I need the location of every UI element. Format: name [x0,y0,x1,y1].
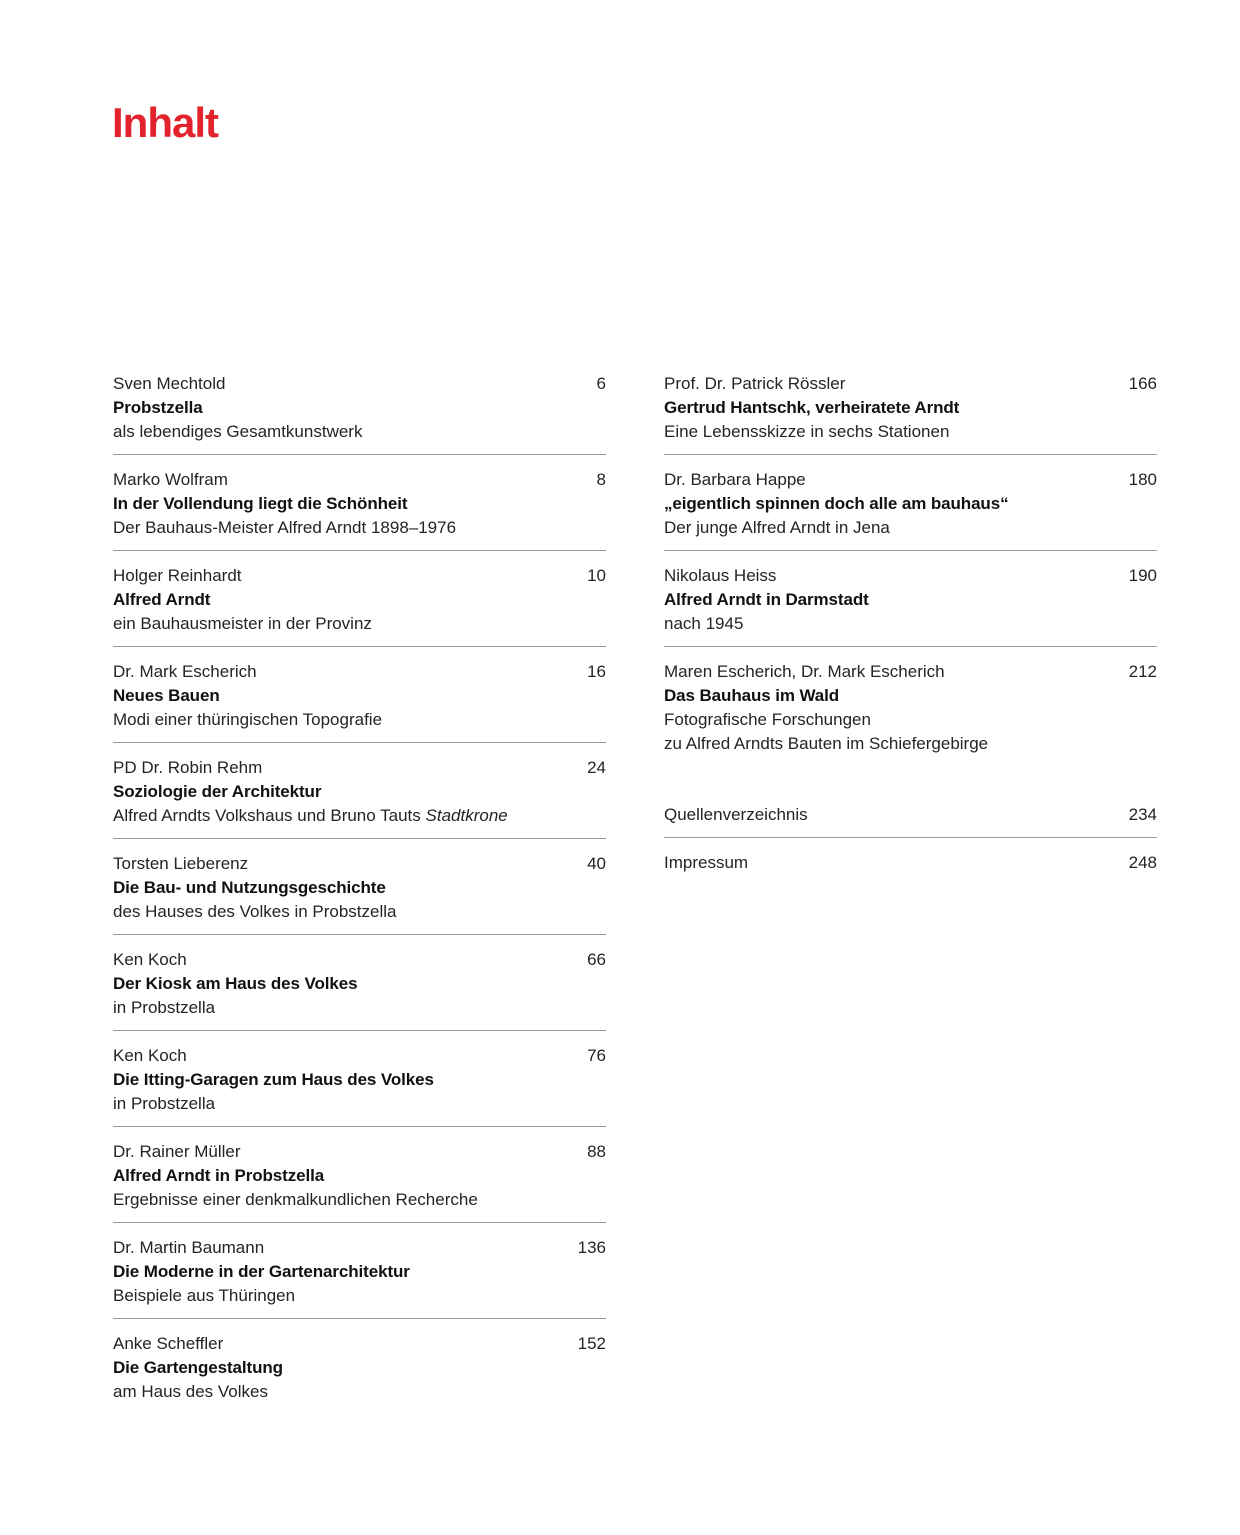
table-of-contents [113,372,1157,1414]
toc-entry-head [113,1236,606,1260]
entry-title: Die Bau- und Nutzungsgeschichte [113,878,386,897]
entry-page-number: 166 [1128,374,1157,393]
entry-title: Die Itting-Garagen zum Haus des Volkes [113,1070,434,1089]
entry-divider [113,646,606,647]
entry-author: Maren Escherich, Dr. Mark Escherich [664,662,945,681]
entry-page-number: 16 [587,662,606,681]
toc-entry [113,660,606,742]
page-title: Inhalt [112,99,218,147]
entry-subtitle: nach 1945 [664,614,744,633]
toc-entry [664,468,1157,550]
toc-entry-head [664,372,1157,396]
entry-divider [113,934,606,935]
entry-divider [113,1126,606,1127]
entry-divider [113,454,606,455]
entry-page-number: 8 [596,470,606,489]
backmatter-entry [664,803,1157,837]
entry-title: Alfred Arndt [113,590,211,609]
entry-divider [664,646,1157,647]
toc-entry [113,372,606,454]
toc-entry-head [664,468,1157,492]
entry-divider [113,550,606,551]
entry-author: Holger Reinhardt [113,566,242,585]
toc-entry [113,948,606,1030]
entry-page-number: 40 [587,854,606,873]
entry-page-number: 6 [596,374,606,393]
toc-entry [664,564,1157,646]
backmatter-entry-head [664,851,1157,875]
toc-entry-head [113,660,606,684]
entry-author: Torsten Lieberenz [113,854,249,873]
entry-subtitle: Der Bauhaus-Meister Alfred Arndt 1898–1976 [113,518,457,537]
toc-entry [113,564,606,646]
entry-title: Das Bauhaus im Wald [664,686,840,705]
entry-author: Prof. Dr. Patrick Rössler [664,374,846,393]
entry-page-number: 190 [1128,566,1157,585]
entry-title: Alfred Arndt in Darmstadt [664,590,869,609]
toc-column-left [113,372,606,1414]
backmatter-entry-head [664,803,1157,827]
entry-title: Die Moderne in der Gartenarchitektur [113,1262,410,1281]
backmatter-entry [664,851,1157,885]
entry-author: Anke Scheffler [113,1334,224,1353]
entry-title: Soziologie der Architektur [113,782,322,801]
backmatter-section [664,803,1157,885]
toc-entry-head [664,564,1157,588]
entry-subtitle: Der junge Alfred Arndt in Jena [664,518,890,537]
toc-entry [664,372,1157,454]
entry-divider [113,838,606,839]
toc-entry-head [113,948,606,972]
toc-entry [113,1044,606,1126]
entry-subtitle: Alfred Arndts Volkshaus und Bruno Tauts Stadtkrone [113,806,508,825]
toc-entry-head [113,468,606,492]
entry-divider [113,1222,606,1223]
entry-page-number: 24 [587,758,606,777]
entry-title: In der Vollendung liegt die Schönheit [113,494,408,513]
entry-subtitle: als lebendiges Gesamtkunstwerk [113,422,363,441]
toc-entry-head [113,372,606,396]
toc-entry-head [113,756,606,780]
entry-subtitle: Ergebnisse einer denkmalkundlichen Recherche [113,1190,478,1209]
entry-author: Nikolaus Heiss [664,566,777,585]
entry-author: Ken Koch [113,950,187,969]
entry-title: Alfred Arndt in Probstzella [113,1166,325,1185]
entry-page-number: 88 [587,1142,606,1161]
entry-page-number: 136 [577,1238,606,1257]
entry-author: Dr. Mark Escherich [113,662,257,681]
toc-entry [113,1236,606,1318]
entry-page-number: 10 [587,566,606,585]
toc-entry-head [113,1140,606,1164]
entry-page-number: 66 [587,950,606,969]
entry-subtitle: Modi einer thüringischen Topografie [113,710,383,729]
entry-title: Die Gartengestaltung [113,1358,283,1377]
entry-subtitle: in Probstzella [113,998,216,1017]
backmatter-page-number: 248 [1128,853,1157,872]
entry-divider [664,837,1157,838]
entry-page-number: 76 [587,1046,606,1065]
entry-subtitle: zu Alfred Arndts Bauten im Schiefergebirge [664,734,989,753]
entry-title: Der Kiosk am Haus des Volkes [113,974,358,993]
entry-divider [113,1318,606,1319]
entry-subtitle: ein Bauhausmeister in der Provinz [113,614,372,633]
entry-author: Dr. Martin Baumann [113,1238,265,1257]
toc-entry-head [664,660,1157,684]
entry-divider [664,550,1157,551]
entry-subtitle: Eine Lebensskizze in sechs Stationen [664,422,950,441]
toc-entry [113,756,606,838]
entry-divider [113,1030,606,1031]
entry-subtitle: des Hauses des Volkes in Probstzella [113,902,397,921]
toc-entry-head [113,852,606,876]
entry-title: Neues Bauen [113,686,220,705]
entry-author: Sven Mechtold [113,374,226,393]
entry-title: „eigentlich spinnen doch alle am bauhaus“ [664,494,1009,513]
backmatter-label: Impressum [664,853,749,872]
entry-title: Gertrud Hantschk, verheiratete Arndt [664,398,960,417]
entry-subtitle: Fotografische Forschungen [664,710,871,729]
backmatter-label: Quellenverzeichnis [664,805,808,824]
entry-page-number: 180 [1128,470,1157,489]
backmatter-page-number: 234 [1128,805,1157,824]
entry-page-number: 152 [577,1334,606,1353]
entry-subtitle: am Haus des Volkes [113,1382,268,1401]
entry-subtitle: in Probstzella [113,1094,216,1113]
entry-title: Probstzella [113,398,203,417]
entry-author: Marko Wolfram [113,470,228,489]
entry-page-number: 212 [1128,662,1157,681]
toc-entry [113,852,606,934]
toc-entry-head [113,1044,606,1068]
entry-author: PD Dr. Robin Rehm [113,758,263,777]
toc-entry [113,1332,606,1414]
entry-author: Dr. Barbara Happe [664,470,806,489]
toc-column-right [664,372,1157,885]
entry-subtitle: Beispiele aus Thüringen [113,1286,296,1305]
toc-entry-head [113,1332,606,1356]
entry-subtitle-italic: Stadtkrone [425,806,508,825]
toc-entry [664,660,1157,766]
toc-entry-head [113,564,606,588]
toc-entry [113,1140,606,1222]
entry-author: Dr. Rainer Müller [113,1142,241,1161]
entry-divider [664,454,1157,455]
toc-entry [113,468,606,550]
entry-author: Ken Koch [113,1046,187,1065]
entry-divider [113,742,606,743]
